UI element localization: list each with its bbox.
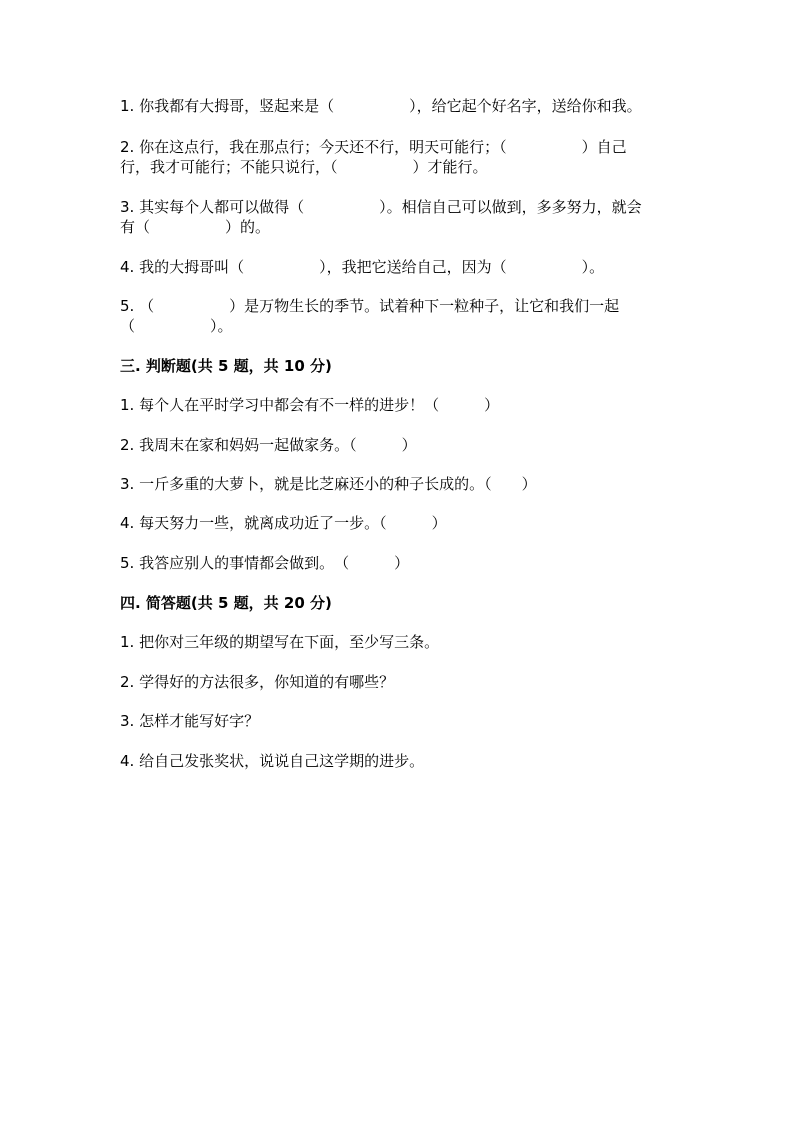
section-4-heading: 四. 简答题(共 5 题，共 20 分) [120,594,332,612]
fill-question-1-line-1: 1. 你我都有大拇哥，竖起来是（ ），给它起个好名字，送给你和我。 [120,97,642,115]
section-3-heading: 三. 判断题(共 5 题，共 10 分) [120,357,332,375]
fill-question-2-line-2: 行，我才可能行；不能只说行，（ ）才能行。 [120,158,488,176]
judge-question-5: 5. 我答应别人的事情都会做到。 （ ） [120,554,410,572]
fill-question-5-line-1: 5. （ ）是万物生长的季节。试着种下一粒种子，让它和我们一起 [120,297,620,315]
fill-question-4-line-1: 4. 我的大拇哥叫（ ），我把它送给自己，因为（ ）。 [120,258,605,276]
short-answer-question-1: 1. 把你对三年级的期望写在下面，至少写三条。 [120,633,440,651]
fill-question-2-line-1: 2. 你在这点行，我在那点行；今天还不行，明天可能行；（ ）自己 [120,138,627,156]
short-answer-question-4: 4. 给自己发张奖状，说说自己这学期的进步。 [120,752,425,770]
fill-question-5-line-2: （ ）。 [120,317,233,335]
judge-question-2: 2. 我周末在家和妈妈一起做家务。（ ） [120,436,417,454]
judge-question-1: 1. 每个人在平时学习中都会有不一样的进步！（ ） [120,396,500,414]
short-answer-question-3: 3. 怎样才能写好字？ [120,712,260,730]
fill-question-3-line-1: 3. 其实每个人都可以做得（ ）。相信自己可以做到，多多努力，就会 [120,198,642,216]
fill-question-3-line-2: 有（ ）的。 [120,218,271,236]
judge-question-3: 3. 一斤多重的大萝卜，就是比芝麻还小的种子长成的。（ ） [120,475,537,493]
short-answer-question-2: 2. 学得好的方法很多，你知道的有哪些？ [120,673,395,691]
judge-question-4: 4. 每天努力一些，就离成功近了一步。（ ） [120,514,447,532]
